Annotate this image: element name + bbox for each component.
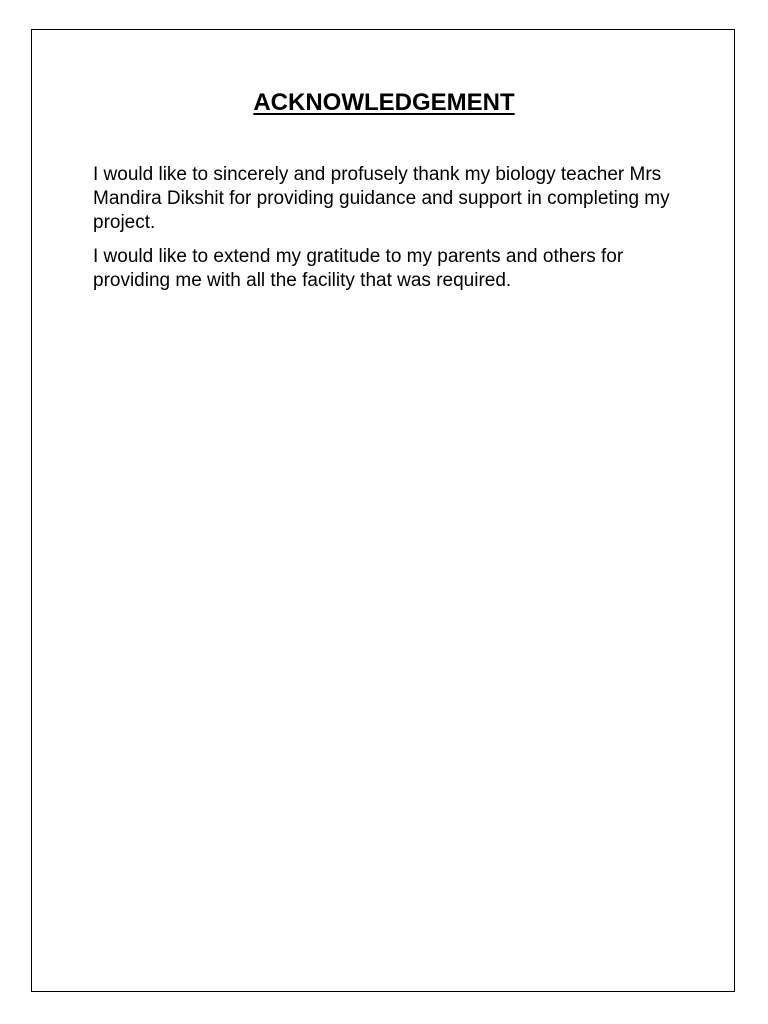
- page-title: [0, 88, 768, 118]
- paragraph-2: I would like to extend my gratitude to my parents and others for providing me with all the facility that was required.: [93, 246, 624, 291]
- acknowledgement-body: [93, 163, 683, 303]
- paragraph-1: I would like to sincerely and profusely thank my biology teacher Mrs Mandira Dikshit for providing guidance and support in completing my project.: [93, 164, 670, 233]
- page-title-text: ACKNOWLEDGEMENT: [253, 89, 515, 116]
